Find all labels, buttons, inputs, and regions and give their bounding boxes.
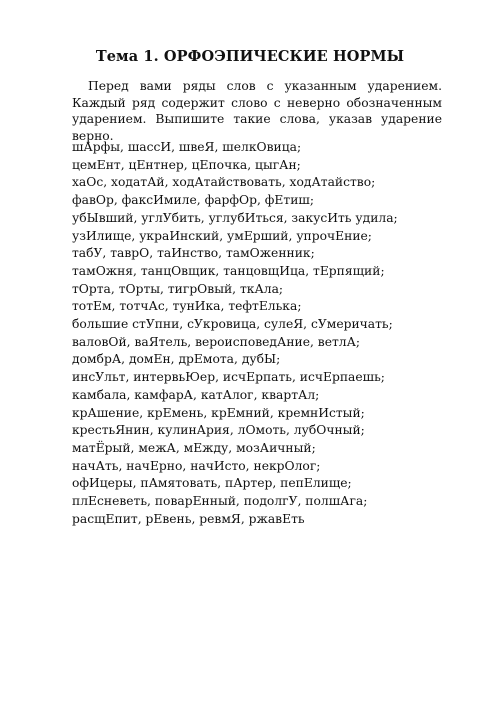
word-line: шАрфы, шассИ, швеЯ, шелкОвица; — [72, 140, 302, 154]
word-line: расщЕпит, рЕвень, ревмЯ, ржавЕть — [72, 511, 305, 526]
instructions-text — [72, 78, 442, 144]
word-line: фавОр, факсИмиле, фарфОр, фЕтиш; — [72, 193, 314, 208]
word-line: большие стУпни, сУкровица, сулеЯ, сУмеричать; — [72, 317, 393, 332]
word-line: валовОй, ваЯтель, вероисповедАние, ветлА; — [72, 334, 361, 349]
word-line: офИцеры, пАмятовать, пАртер, пепЕлище; — [72, 476, 352, 491]
word-line: плЕсневеть, поварЕнный, подолгУ, полшАга; — [72, 494, 368, 509]
word-line: узИлище, украИнский, умЕрший, упрочЕние; — [72, 228, 372, 243]
page-title: Тема 1. ОРФОЭПИЧЕСКИЕ НОРМЫ — [95, 48, 405, 65]
word-line: крестьЯнин, кулинАрия, лОмоть, лубОчный; — [72, 423, 365, 438]
word-line: камбала, камфарА, катАлог, квартАл; — [72, 387, 320, 402]
instructions-paragraph: Перед вами ряды слов с указанным ударением. Каждый ряд содержит слово с неверно обозначенным ударением. Выпишите такие слова, указав ударение верно. — [72, 79, 442, 143]
word-line: начАть, начЕрно, начИсто, некрОлог; — [72, 458, 321, 473]
word-line: домбрА, домЕн, дрЕмота, дубЫ; — [72, 352, 281, 367]
word-line: матЁрый, межА, мЕжду, мозАичный; — [72, 440, 316, 455]
word-line: тОрта, тОрты, тигрОвый, ткАла; — [72, 281, 284, 296]
word-line: тамОжня, танцОвщик, танцовщИца, тЕрпящий; — [72, 263, 385, 278]
word-line: убЫвший, углУбить, углубИться, закусИть удила; — [72, 210, 398, 225]
word-line: крАшение, крЕмень, крЕмний, кремнИстый; — [72, 405, 365, 420]
word-line: табУ, таврО, таИнство, тамОженник; — [72, 246, 315, 261]
word-line: хаОс, ходатАй, ходАтайствовать, ходАтайство; — [72, 175, 376, 190]
word-line: тотЕм, тотчАс, тунИка, тефтЕлька; — [72, 299, 302, 314]
word-line: цемЕнт, цЕнтнер, цЕпочка, цыгАн; — [72, 157, 301, 172]
word-line: инсУльт, интервьЮер, исчЕрпать, исчЕрпаешь; — [72, 370, 385, 385]
word-list — [72, 139, 472, 528]
